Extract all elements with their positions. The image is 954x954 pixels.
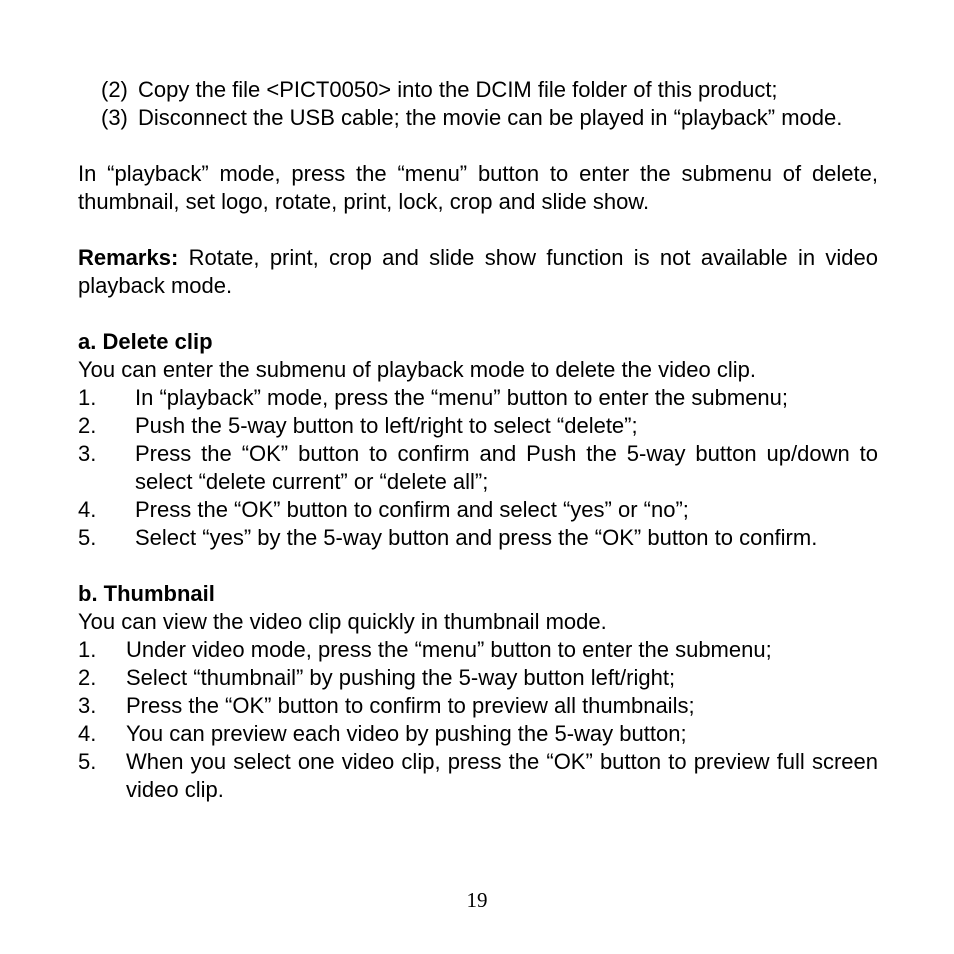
list-item [78,748,878,804]
step-number: 4. [78,497,97,522]
list-item [78,692,878,720]
step-text: Push the 5-way button to left/right to select “delete”; [135,413,638,438]
section-b-intro: You can view the video clip quickly in thumbnail mode. [78,609,607,634]
step-number: 3. [78,441,97,466]
step-text: Press the “OK” button to confirm to preview all thumbnails; [126,693,695,718]
step-text: Select “yes” by the 5-way button and press the “OK” button to confirm. [135,525,818,550]
step-number: 1. [78,385,97,410]
step-number: (3) [101,105,128,130]
remarks-label: Remarks: [78,245,179,270]
step-number: 5. [78,525,97,550]
list-item [78,412,878,440]
list-item [78,440,878,496]
section-a-steps [78,384,878,552]
step-text: Under video mode, press the “menu” button to enter the submenu; [126,637,772,662]
step-text: You can preview each video by pushing the 5-way button; [126,721,687,746]
step-number: (2) [101,77,128,102]
list-item [78,496,878,524]
step-number: 2. [78,413,97,438]
step-text: When you select one video clip, press the “OK” button to preview full screen video clip. [126,749,878,802]
section-b-steps [78,636,878,804]
remarks-text: Rotate, print, crop and slide show function is not available in video playback mode. [78,245,878,298]
manual-page [78,76,878,804]
step-text: Disconnect the USB cable; the movie can be played in “playback” mode. [138,105,843,130]
step-text: Select “thumbnail” by pushing the 5-way button left/right; [126,665,676,690]
list-item [78,524,878,552]
step-text: In “playback” mode, press the “menu” button to enter the submenu; [135,385,789,410]
step-text: Press the “OK” button to confirm and select “yes” or “no”; [135,497,689,522]
step-number: 1. [78,637,97,662]
list-item [78,384,878,412]
remarks-paragraph [78,244,878,300]
step-text: Press the “OK” button to confirm and Push the 5-way button up/down to select “delete current” or “delete all”; [135,441,878,494]
intro-steps [78,76,878,132]
section-a-intro: You can enter the submenu of playback mode to delete the video clip. [78,357,756,382]
step-number: 3. [78,693,97,718]
section-a-heading: a. Delete clip [78,329,213,354]
step-number: 2. [78,665,97,690]
playback-paragraph: In “playback” mode, press the “menu” button to enter the submenu of delete, thumbnail, set logo, rotate, print, lock, crop and slide show. [78,161,878,214]
list-item [78,636,878,664]
intro-step [101,76,878,104]
step-number: 5. [78,749,97,774]
step-number: 4. [78,721,97,746]
section-b-heading: b. Thumbnail [78,581,215,606]
list-item [78,664,878,692]
page-number: 19 [466,888,488,912]
intro-step [101,104,878,132]
step-text: Copy the file <PICT0050> into the DCIM file folder of this product; [138,77,778,102]
list-item [78,720,878,748]
